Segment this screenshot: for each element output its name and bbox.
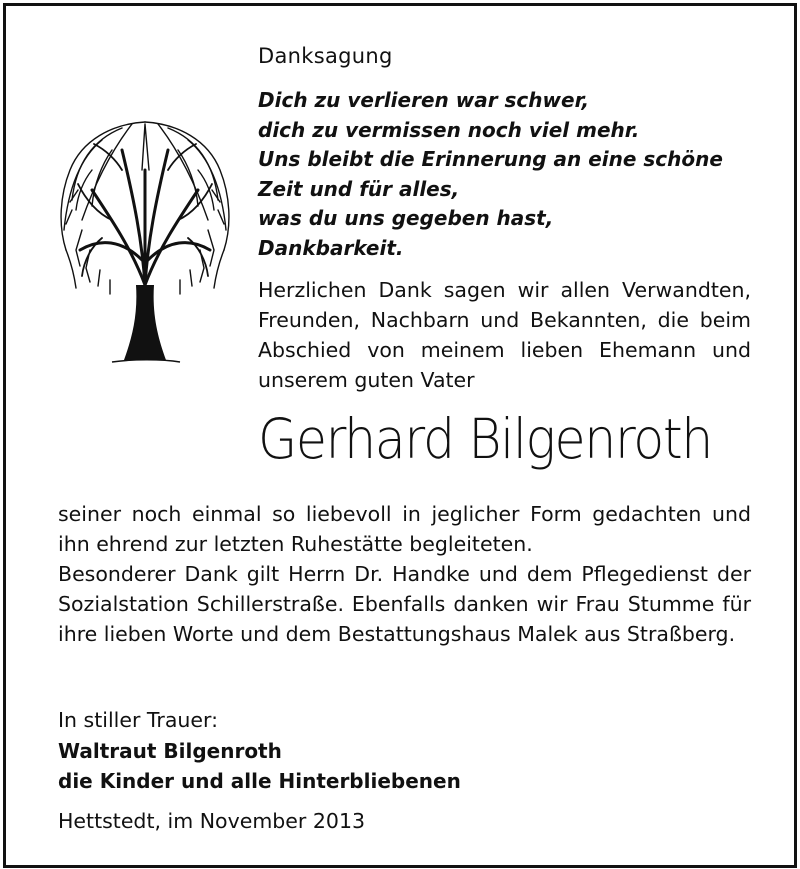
poem-line: Zeit und für alles,: [258, 176, 460, 201]
family-line: Waltraut Bilgenroth: [58, 739, 282, 763]
poem-line: Dankbarkeit.: [258, 235, 404, 260]
notice-heading: Danksagung: [258, 44, 393, 68]
family-signature: [58, 736, 461, 796]
body-paragraph: seiner noch einmal so liebevoll in jeglicher Form gedachten und ihn ehrend zur letzten Ruhestätte begleiteten.: [58, 502, 751, 556]
poem: [258, 86, 723, 263]
mourning-label: In stiller Trauer:: [58, 708, 218, 732]
thanks-body: [58, 499, 751, 649]
thanks-intro: Herzlichen Dank sagen wir allen Verwandten, Freunden, Nachbarn und Bekannten, die beim Abschied von meinem lieben Ehemann und unserem guten Vater: [258, 278, 751, 392]
obituary-notice: [3, 3, 797, 868]
poem-line: dich zu vermissen noch viel mehr.: [258, 117, 640, 142]
tree-icon: [52, 110, 238, 372]
family-line: die Kinder und alle Hinterbliebenen: [58, 769, 461, 793]
deceased-name: Gerhard Bilgenroth: [258, 407, 712, 471]
poem-line: Dich zu verlieren war schwer,: [258, 88, 590, 112]
body-paragraph: Besonderer Dank gilt Herrn Dr. Handke und dem Pflegedienst der Sozialstation Schillerstraße. Ebenfalls danken wir Frau Stumme für ihre lieben Worte und dem Bestattungshaus Malek aus Straßberg.: [58, 562, 751, 646]
place-date: Hettstedt, im November 2013: [58, 809, 366, 833]
poem-line: was du uns gegeben hast,: [258, 206, 554, 230]
poem-line: Uns bleibt die Erinnerung an eine schöne: [258, 147, 723, 171]
